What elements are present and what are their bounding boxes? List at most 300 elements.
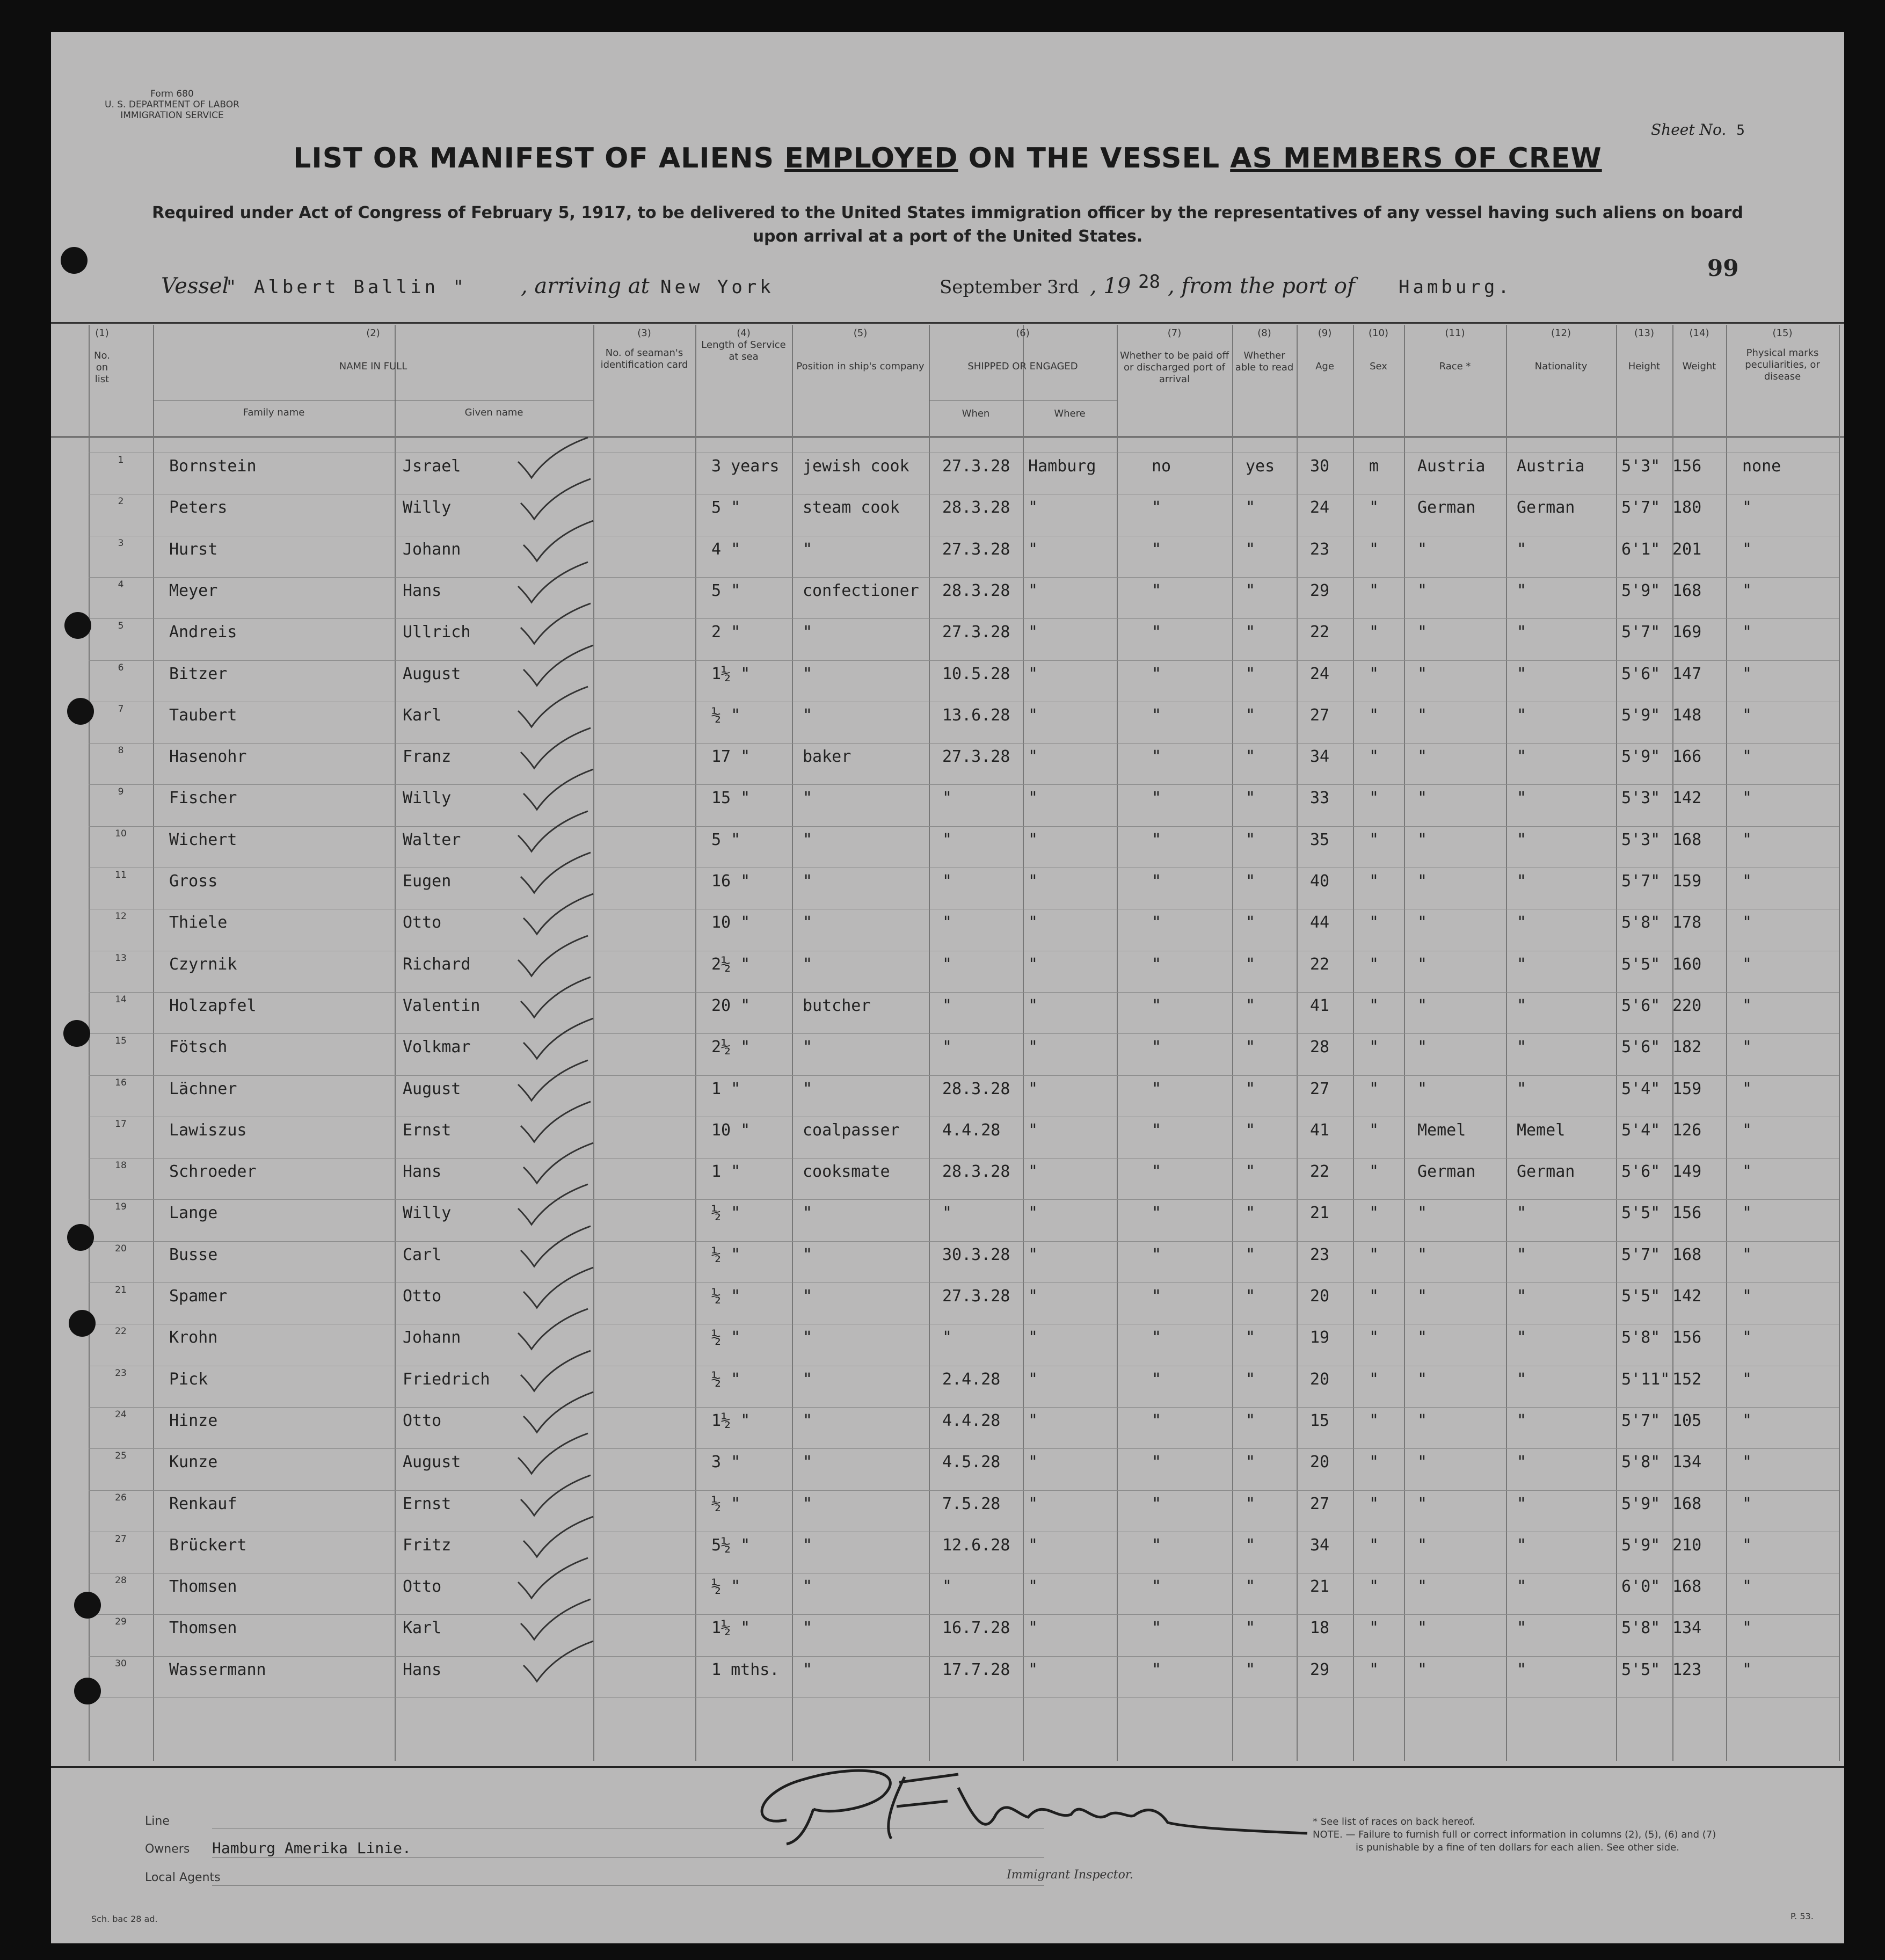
service-cell: ½ "	[711, 1370, 741, 1389]
header-service-index: (4)	[737, 327, 751, 339]
able-to-read-cell: "	[1246, 789, 1256, 807]
shipped-when-cell: 28.3.28	[942, 581, 1010, 600]
family-name-cell: Schroeder	[169, 1162, 257, 1181]
sex-cell: "	[1369, 1162, 1379, 1181]
service-cell: 2½ "	[711, 955, 751, 974]
race-cell: "	[1417, 1619, 1428, 1637]
family-name-cell: Andreis	[169, 623, 237, 642]
able-to-read-cell: "	[1246, 955, 1256, 974]
shipped-where-cell: "	[1028, 1660, 1038, 1679]
shipped-where-cell: "	[1028, 872, 1038, 891]
age-cell: 21	[1310, 1577, 1330, 1596]
header-when: When	[962, 408, 990, 419]
position-cell: "	[803, 955, 813, 974]
position-cell: "	[803, 1411, 813, 1430]
row-rule	[89, 992, 1839, 993]
row-rule	[89, 618, 1839, 619]
able-to-read-cell: "	[1246, 1660, 1256, 1679]
header-race-index: (11)	[1445, 327, 1465, 339]
header-no-index: (1)	[95, 327, 109, 339]
age-cell: 27	[1310, 1495, 1330, 1513]
header-bottom-rule	[51, 436, 1844, 438]
inspector-signature	[706, 1734, 1350, 1857]
service-cell: 20 "	[711, 996, 751, 1015]
given-name-cell: Karl	[403, 1619, 442, 1637]
shipped-when-cell: 17.7.28	[942, 1660, 1010, 1679]
sex-cell: "	[1369, 1121, 1379, 1140]
service-cell: 10 "	[711, 1121, 751, 1140]
paid-off-cell: "	[1152, 1453, 1162, 1471]
height-cell: 5'6"	[1621, 665, 1661, 683]
weight-cell: 156	[1672, 1328, 1702, 1347]
service-cell: 1 "	[711, 1162, 741, 1181]
column-rule	[1616, 325, 1617, 1761]
row-number: 1	[118, 455, 124, 465]
row-rule	[89, 1697, 1839, 1698]
column-rule	[1117, 325, 1118, 1761]
given-name-cell: Karl	[403, 706, 442, 725]
nationality-cell: "	[1517, 830, 1527, 849]
shipped-where-cell: "	[1028, 665, 1038, 683]
row-number: 12	[115, 911, 127, 922]
marks-cell: "	[1742, 540, 1752, 559]
position-cell: "	[803, 872, 813, 891]
family-name-cell: Taubert	[169, 706, 237, 725]
shipped-where-cell: "	[1028, 1038, 1038, 1056]
nationality-cell: "	[1517, 1328, 1527, 1347]
given-name-cell: August	[403, 665, 461, 683]
shipped-when-cell: 2.4.28	[942, 1370, 1001, 1389]
weight-cell: 142	[1672, 789, 1702, 807]
header-family-name: Family name	[243, 407, 305, 418]
height-cell: 5'8"	[1621, 913, 1661, 932]
header-id-card-label: No. of seaman's identification card	[600, 347, 688, 370]
able-to-read-cell: "	[1246, 540, 1256, 559]
row-number: 8	[118, 745, 124, 756]
race-cell: "	[1417, 1495, 1428, 1513]
header-age-index: (9)	[1318, 327, 1332, 339]
family-name-cell: Thiele	[169, 913, 228, 932]
age-cell: 41	[1310, 1121, 1330, 1140]
given-name-cell: Ernst	[403, 1121, 452, 1140]
header-sex-index: (10)	[1369, 327, 1388, 339]
row-rule	[89, 1075, 1839, 1076]
row-rule	[89, 1199, 1839, 1200]
height-cell: 5'3"	[1621, 830, 1661, 849]
given-name-cell: Jsrael	[403, 457, 461, 476]
race-cell: "	[1417, 1204, 1428, 1222]
marks-cell: "	[1742, 1536, 1752, 1555]
row-number: 13	[115, 953, 127, 964]
position-cell: "	[803, 1495, 813, 1513]
weight-cell: 149	[1672, 1162, 1702, 1181]
family-name-cell: Lächner	[169, 1080, 237, 1098]
header-sex-label: Sex	[1370, 361, 1387, 372]
header-nationality	[1506, 327, 1616, 373]
header-name-label: NAME IN FULL	[339, 361, 407, 372]
height-cell: 5'6"	[1621, 996, 1661, 1015]
year-prefix: , 19	[1090, 274, 1131, 298]
row-number: 3	[118, 538, 124, 549]
nationality-cell: "	[1517, 1660, 1527, 1679]
age-cell: 20	[1310, 1453, 1330, 1471]
weight-cell: 182	[1672, 1038, 1702, 1056]
shipped-where-cell: "	[1028, 1536, 1038, 1555]
paid-off-cell: "	[1152, 747, 1162, 766]
weight-cell: 168	[1672, 830, 1702, 849]
nationality-cell: "	[1517, 872, 1527, 891]
marks-cell: "	[1742, 789, 1752, 807]
service-cell: 1½ "	[711, 1411, 751, 1430]
row-number: 2	[118, 496, 124, 507]
marks-cell: "	[1742, 1328, 1752, 1347]
paid-off-cell: "	[1152, 1370, 1162, 1389]
punch-hole	[67, 1224, 94, 1251]
marks-cell: "	[1742, 1121, 1752, 1140]
shipped-where-cell: "	[1028, 1328, 1038, 1347]
nationality-cell: "	[1517, 1411, 1527, 1430]
weight-cell: 123	[1672, 1660, 1702, 1679]
marks-cell: "	[1742, 1495, 1752, 1513]
weight-cell: 147	[1672, 665, 1702, 683]
shipped-where-cell: "	[1028, 830, 1038, 849]
owners-label: Owners	[145, 1842, 190, 1856]
check-mark-icon	[513, 1431, 593, 1479]
paid-off-cell: "	[1152, 623, 1162, 642]
age-cell: 22	[1310, 623, 1330, 642]
punch-hole	[74, 1592, 101, 1619]
header-nationality-index: (12)	[1551, 327, 1571, 339]
family-name-cell: Czyrnik	[169, 955, 237, 974]
paid-off-cell: "	[1152, 1660, 1162, 1679]
race-cell: "	[1417, 581, 1428, 600]
sex-cell: "	[1369, 872, 1379, 891]
paid-off-cell: "	[1152, 498, 1162, 517]
age-cell: 29	[1310, 581, 1330, 600]
row-rule	[89, 1490, 1839, 1491]
family-name-cell: Peters	[169, 498, 228, 517]
position-cell: "	[803, 1536, 813, 1555]
header-where: Where	[1054, 408, 1086, 419]
given-name-cell: Otto	[403, 1287, 442, 1306]
age-cell: 24	[1310, 498, 1330, 517]
shipped-where-cell: "	[1028, 581, 1038, 600]
header-age	[1297, 327, 1353, 373]
sheet-number: 5	[1736, 122, 1745, 139]
nationality-cell: Memel	[1517, 1121, 1566, 1140]
position-cell: "	[803, 1660, 813, 1679]
header-given-name: Given name	[464, 407, 523, 418]
shipped-when-cell: 28.3.28	[942, 1080, 1010, 1098]
race-cell: "	[1417, 706, 1428, 725]
weight-cell: 168	[1672, 1495, 1702, 1513]
height-cell: 5'5"	[1621, 1287, 1661, 1306]
service-cell: 1½ "	[711, 1619, 751, 1637]
service-cell: ½ "	[711, 1287, 741, 1306]
header-weight-index: (14)	[1689, 327, 1709, 339]
height-cell: 6'0"	[1621, 1577, 1661, 1596]
shipped-when-cell: 27.3.28	[942, 457, 1010, 476]
marks-cell: "	[1742, 1162, 1752, 1181]
able-to-read-cell: "	[1246, 1495, 1256, 1513]
family-name-cell: Spamer	[169, 1287, 228, 1306]
local-agents-label: Local Agents	[145, 1871, 221, 1884]
service-cell: 3 "	[711, 1453, 741, 1471]
family-name-cell: Lange	[169, 1204, 218, 1222]
note-line-1: NOTE. — Failure to furnish full or correct information in columns (2), (5), (6) and (7)	[1313, 1829, 1716, 1840]
sex-cell: "	[1369, 1536, 1379, 1555]
able-to-read-cell: "	[1246, 1287, 1256, 1306]
paid-off-cell: "	[1152, 1495, 1162, 1513]
able-to-read-cell: "	[1246, 1619, 1256, 1637]
row-rule	[89, 660, 1839, 661]
given-name-cell: Johann	[403, 540, 461, 559]
weight-cell: 148	[1672, 706, 1702, 725]
header-id-card-index: (3)	[637, 327, 651, 339]
height-cell: 5'5"	[1621, 955, 1661, 974]
column-rule	[1232, 325, 1233, 1761]
family-name-cell: Busse	[169, 1245, 218, 1264]
row-number: 6	[118, 662, 124, 673]
paid-off-cell: "	[1152, 1204, 1162, 1222]
given-name-cell: Valentin	[403, 996, 481, 1015]
family-name-cell: Fischer	[169, 789, 237, 807]
shipped-where-cell: "	[1028, 955, 1038, 974]
sex-cell: "	[1369, 1328, 1379, 1347]
able-to-read-cell: "	[1246, 747, 1256, 766]
able-to-read-cell: "	[1246, 581, 1256, 600]
paid-off-cell: "	[1152, 1121, 1162, 1140]
punch-hole	[69, 1310, 96, 1337]
row-number: 27	[115, 1534, 127, 1544]
service-cell: 1 "	[711, 1080, 741, 1098]
row-rule	[89, 784, 1839, 785]
weight-cell: 142	[1672, 1287, 1702, 1306]
position-cell: steam cook	[803, 498, 900, 517]
height-cell: 5'8"	[1621, 1453, 1661, 1471]
age-cell: 35	[1310, 830, 1330, 849]
position-cell: butcher	[803, 996, 871, 1015]
form-id-block	[105, 89, 239, 121]
row-number: 22	[115, 1326, 127, 1337]
given-name-cell: Fritz	[403, 1536, 452, 1555]
check-mark-icon	[518, 1016, 599, 1064]
race-cell: "	[1417, 1577, 1428, 1596]
given-name-cell: Willy	[403, 1204, 452, 1222]
sex-cell: "	[1369, 498, 1379, 517]
sex-cell: "	[1369, 706, 1379, 725]
sheet-number-block	[1651, 121, 1745, 139]
check-mark-icon	[518, 891, 599, 939]
shipped-when-cell: 28.3.28	[942, 498, 1010, 517]
marks-cell: none	[1742, 457, 1781, 476]
shipped-when-cell: "	[942, 830, 952, 849]
marks-cell: "	[1742, 913, 1752, 932]
position-cell: "	[803, 540, 813, 559]
race-cell: "	[1417, 1038, 1428, 1056]
column-rule	[1023, 325, 1024, 1761]
weight-cell: 178	[1672, 913, 1702, 932]
age-cell: 34	[1310, 1536, 1330, 1555]
age-cell: 33	[1310, 789, 1330, 807]
able-to-read-cell: "	[1246, 623, 1256, 642]
shipped-when-cell: "	[942, 955, 952, 974]
nationality-cell: "	[1517, 1080, 1527, 1098]
service-cell: 15 "	[711, 789, 751, 807]
given-name-cell: Hans	[403, 581, 442, 600]
position-cell: "	[803, 1619, 813, 1637]
given-name-cell: Hans	[403, 1162, 442, 1181]
check-mark-icon	[518, 1638, 599, 1687]
arrival-year: 28	[1138, 271, 1160, 293]
header-weight	[1672, 327, 1726, 373]
check-mark-icon	[513, 1182, 593, 1230]
weight-cell: 210	[1672, 1536, 1702, 1555]
sex-cell: "	[1369, 623, 1379, 642]
sex-cell: "	[1369, 789, 1379, 807]
given-name-cell: Willy	[403, 789, 452, 807]
nationality-cell: "	[1517, 1204, 1527, 1222]
service-name: IMMIGRATION SERVICE	[120, 110, 224, 121]
title-part-3: ON THE VESSEL	[958, 142, 1231, 174]
position-cell: "	[803, 665, 813, 683]
check-mark-icon	[515, 1597, 596, 1645]
nationality-cell: "	[1517, 1495, 1527, 1513]
service-cell: 5 "	[711, 830, 741, 849]
row-number: 15	[115, 1036, 127, 1046]
check-mark-icon	[513, 1306, 593, 1354]
sex-cell: "	[1369, 581, 1379, 600]
title-part-2: EMPLOYED	[784, 142, 958, 174]
row-number: 17	[115, 1119, 127, 1130]
header-paid-off-label: Whether to be paid off or discharged port of arrival	[1120, 350, 1229, 385]
from-label: , from the port of	[1168, 274, 1355, 298]
service-cell: 1 mths.	[711, 1660, 780, 1679]
given-name-cell: August	[403, 1453, 461, 1471]
paid-off-cell: "	[1152, 581, 1162, 600]
race-cell: "	[1417, 1660, 1428, 1679]
weight-cell: 152	[1672, 1370, 1702, 1389]
immigrant-inspector-label: Immigrant Inspector.	[1007, 1868, 1133, 1882]
race-cell: "	[1417, 996, 1428, 1015]
shipped-when-cell: "	[942, 913, 952, 932]
schedule-code: Sch. bac 28 ad.	[91, 1914, 158, 1924]
weight-cell: 105	[1672, 1411, 1702, 1430]
family-name-cell: Hurst	[169, 540, 218, 559]
nationality-cell: "	[1517, 1536, 1527, 1555]
position-cell: coalpasser	[803, 1121, 900, 1140]
position-cell: "	[803, 1245, 813, 1264]
service-cell: ½ "	[711, 1245, 741, 1264]
position-cell: "	[803, 789, 813, 807]
shipped-when-cell: 12.6.28	[942, 1536, 1010, 1555]
family-name-cell: Pick	[169, 1370, 208, 1389]
row-number: 11	[115, 870, 127, 880]
column-rule	[792, 325, 793, 1761]
race-cell: Memel	[1417, 1121, 1466, 1140]
row-rule	[89, 1614, 1839, 1615]
header-paid-off-index: (7)	[1167, 327, 1182, 339]
able-to-read-cell: "	[1246, 1411, 1256, 1430]
paid-off-cell: "	[1152, 830, 1162, 849]
nationality-cell: "	[1517, 623, 1527, 642]
service-cell: 16 "	[711, 872, 751, 891]
race-cell: Austria	[1417, 457, 1486, 476]
column-rule	[929, 325, 930, 1761]
sex-cell: "	[1369, 1080, 1379, 1098]
row-number: 21	[115, 1285, 127, 1295]
given-name-cell: Walter	[403, 830, 461, 849]
shipped-where-cell: "	[1028, 498, 1038, 517]
shipped-where-cell: "	[1028, 540, 1038, 559]
paid-off-cell: "	[1152, 1162, 1162, 1181]
weight-cell: 220	[1672, 996, 1702, 1015]
service-cell: 5 "	[711, 498, 741, 517]
height-cell: 5'7"	[1621, 1245, 1661, 1264]
family-name-cell: Fötsch	[169, 1038, 228, 1056]
weight-cell: 201	[1672, 540, 1702, 559]
row-number: 19	[115, 1201, 127, 1212]
arrival-port: New York	[660, 276, 774, 298]
family-name-cell: Bitzer	[169, 665, 228, 683]
weight-cell: 168	[1672, 1577, 1702, 1596]
nationality-cell: "	[1517, 789, 1527, 807]
vessel-label: Vessel	[161, 274, 229, 298]
weight-cell: 168	[1672, 1245, 1702, 1264]
age-cell: 22	[1310, 1162, 1330, 1181]
shipped-where-cell: "	[1028, 1577, 1038, 1596]
position-cell: "	[803, 913, 813, 932]
age-cell: 29	[1310, 1660, 1330, 1679]
header-marks-index: (15)	[1772, 327, 1793, 339]
race-cell: German	[1417, 1162, 1476, 1181]
marks-cell: "	[1742, 1245, 1752, 1264]
paid-off-cell: "	[1152, 1577, 1162, 1596]
marks-cell: "	[1742, 996, 1752, 1015]
paid-off-cell: "	[1152, 789, 1162, 807]
header-height	[1616, 327, 1672, 373]
row-number: 28	[115, 1575, 127, 1586]
family-name-cell: Hasenohr	[169, 747, 247, 766]
punch-hole	[64, 612, 91, 639]
column-rule	[1404, 325, 1405, 1761]
position-cell: confectioner	[803, 581, 919, 600]
age-cell: 19	[1310, 1328, 1330, 1347]
row-number: 26	[115, 1492, 127, 1503]
paid-off-cell: "	[1152, 540, 1162, 559]
able-to-read-cell: yes	[1246, 457, 1275, 476]
marks-cell: "	[1742, 1577, 1752, 1596]
height-cell: 5'4"	[1621, 1121, 1661, 1140]
paid-off-cell: "	[1152, 1245, 1162, 1264]
position-cell: "	[803, 1577, 813, 1596]
age-cell: 40	[1310, 872, 1330, 891]
age-cell: 34	[1310, 747, 1330, 766]
marks-cell: "	[1742, 1370, 1752, 1389]
age-cell: 41	[1310, 996, 1330, 1015]
row-rule	[89, 1241, 1839, 1242]
age-cell: 30	[1310, 457, 1330, 476]
height-cell: 5'5"	[1621, 1660, 1661, 1679]
service-cell: 5 "	[711, 581, 741, 600]
shipped-when-cell: 28.3.28	[942, 1162, 1010, 1181]
height-cell: 5'9"	[1621, 706, 1661, 725]
age-cell: 44	[1310, 913, 1330, 932]
able-to-read-cell: "	[1246, 1245, 1256, 1264]
shipped-when-cell: "	[942, 1038, 952, 1056]
marks-cell: "	[1742, 581, 1752, 600]
check-mark-icon	[518, 767, 599, 815]
